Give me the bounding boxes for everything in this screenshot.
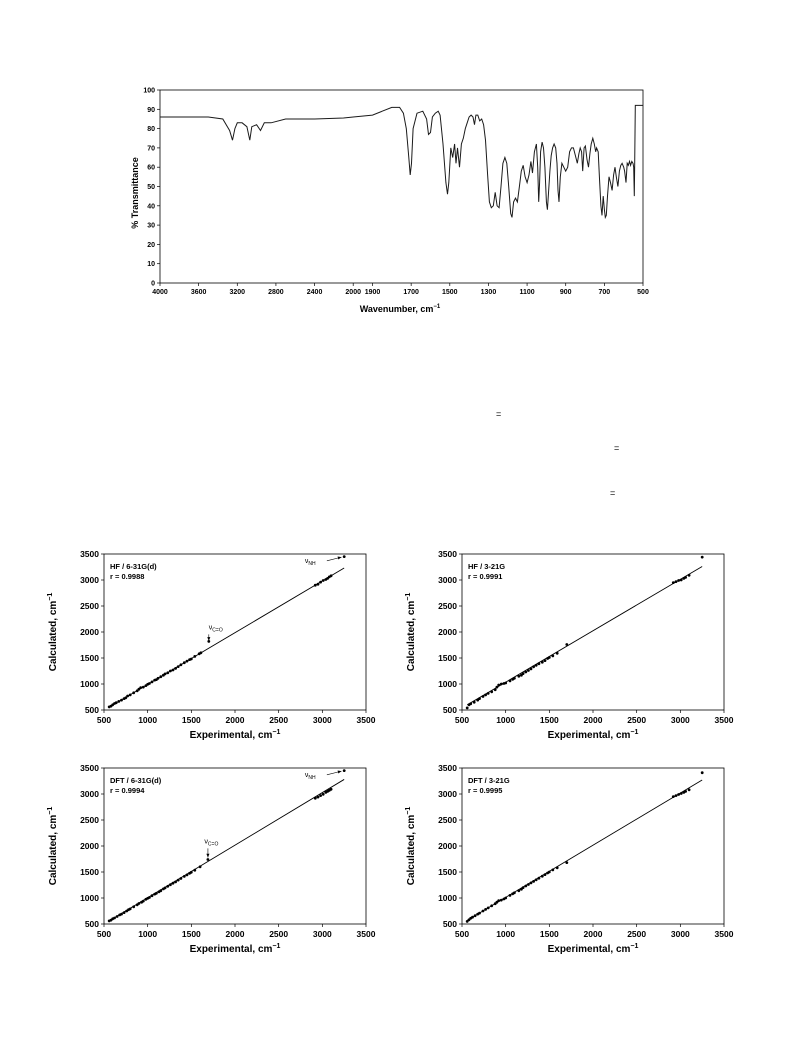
ir-y-tick-label: 80 [147, 126, 155, 134]
data-point [482, 695, 485, 698]
ir-y-tick-label: 40 [147, 203, 155, 211]
data-point [180, 877, 183, 880]
ir-xlabel: Wavenumber, $cm^{-1}$ [359, 304, 441, 314]
data-point [527, 883, 530, 886]
data-point [169, 670, 172, 673]
method-label: DFT / 6-31G(d) [110, 776, 162, 785]
data-point [172, 882, 175, 885]
data-point [500, 899, 503, 902]
data-point [319, 581, 322, 584]
y-tick-label: 3000 [80, 789, 99, 799]
data-point [129, 908, 132, 911]
ir-x-tick-label: 900 [559, 289, 572, 296]
data-point [343, 769, 346, 772]
x-tick-label: 2000 [225, 715, 245, 725]
data-point [142, 900, 145, 903]
y-tick-label: 1000 [80, 893, 99, 903]
y-tick-label: 3000 [438, 789, 457, 799]
ir-y-tick-label: 100 [143, 87, 155, 95]
x-tick-label: 3500 [356, 929, 376, 939]
data-point [524, 671, 527, 674]
y-tick-label: 2000 [80, 841, 99, 851]
y-tick-label: 500 [442, 705, 457, 715]
ir-spectrum-chart [120, 80, 660, 320]
y-tick-label: 500 [442, 919, 457, 929]
data-point [183, 661, 186, 664]
data-point [343, 555, 346, 558]
ir-x-ticks [151, 280, 649, 296]
data-point [478, 697, 481, 700]
data-point [522, 886, 525, 889]
x-tick-label: 1000 [496, 715, 516, 725]
data-point [164, 887, 167, 890]
scatter-hf-321g [402, 548, 742, 748]
data-point [129, 694, 132, 697]
data-point [116, 915, 119, 918]
ir-y-tick-label: 60 [147, 164, 155, 172]
data-point [548, 656, 551, 659]
data-point [672, 581, 675, 584]
ir-y-tick-label: 30 [147, 222, 155, 230]
data-point [469, 702, 472, 705]
x-tick-label: 500 [96, 715, 112, 725]
peak-label: $\nu_{C=O}$ [204, 838, 219, 848]
x-tick-label: 3000 [312, 715, 332, 725]
data-point [317, 583, 320, 586]
data-point [509, 894, 512, 897]
x-axis-label: Experimental, $cm^{-1}$ [189, 943, 281, 955]
data-point [556, 866, 559, 869]
y-tick-label: 3500 [438, 763, 457, 773]
data-point [684, 576, 687, 579]
peak-label: $\nu_{C=O}$ [208, 624, 223, 634]
x-tick-label: 3000 [312, 929, 332, 939]
data-point [180, 663, 183, 666]
ir-y-tick-label: 10 [147, 261, 155, 269]
data-point [132, 905, 135, 908]
data-point [538, 662, 541, 665]
ir-x-tick-label: 3200 [229, 289, 246, 296]
data-point [478, 912, 481, 915]
data-point [117, 700, 120, 703]
regression-line [109, 779, 344, 920]
data-point [186, 874, 189, 877]
data-point [159, 889, 162, 892]
y-axis-label: Calculated, $cm^{-1}$ [405, 806, 417, 886]
data-point [139, 686, 142, 689]
data-point [157, 677, 160, 680]
data-point [532, 880, 535, 883]
data-point [322, 793, 325, 796]
ir-x-tick-label: 2000 [345, 289, 361, 296]
data-point [174, 667, 177, 670]
y-tick-label: 2000 [438, 627, 457, 637]
data-point [151, 894, 154, 897]
data-point [155, 892, 158, 895]
x-tick-label: 1500 [181, 929, 201, 939]
data-point [120, 699, 123, 702]
ir-y-axis-label [130, 157, 140, 229]
data-point [482, 910, 485, 913]
x-tick-label: 1500 [181, 715, 201, 725]
r-value-label: r = 0.9994 [110, 786, 145, 795]
x-tick-label: 2500 [627, 715, 647, 725]
ir-spectrum-line [160, 105, 643, 217]
data-point [190, 658, 193, 661]
regression-line [467, 780, 702, 920]
y-tick-label: 500 [84, 919, 99, 929]
x-tick-label: 500 [454, 715, 470, 725]
data-point [474, 914, 477, 917]
y-tick-label: 3500 [80, 549, 99, 559]
y-tick-label: 1500 [438, 653, 457, 663]
y-tick-label: 3500 [80, 763, 99, 773]
ir-y-tick-label: 50 [147, 184, 155, 191]
x-tick-label: 3500 [356, 715, 376, 725]
data-point [513, 891, 516, 894]
data-point [535, 878, 538, 881]
data-point [190, 871, 193, 874]
ir-x-tick-label: 1300 [480, 289, 497, 296]
ir-x-tick-label: 2800 [268, 289, 284, 296]
scatter-dft-631gd [44, 762, 384, 962]
data-point [172, 669, 175, 672]
data-point [120, 913, 123, 916]
data-point [186, 660, 189, 663]
data-point [151, 681, 154, 684]
data-point [177, 665, 180, 668]
ir-x-tick-label: 700 [598, 289, 611, 296]
arrow-head [206, 854, 209, 858]
ir-y-tick-label: 0 [151, 280, 155, 288]
data-point [497, 899, 500, 902]
data-point [113, 917, 116, 920]
data-point [148, 682, 151, 685]
data-point [675, 580, 678, 583]
data-point [517, 675, 520, 678]
data-point [169, 883, 172, 886]
x-axis-label: Experimental, $cm^{-1}$ [189, 729, 281, 741]
y-tick-label: 2000 [80, 627, 99, 637]
ir-plot-frame [160, 90, 643, 283]
data-point [183, 875, 186, 878]
data-point [672, 795, 675, 798]
x-tick-label: 1000 [138, 715, 158, 725]
y-tick-label: 1000 [438, 679, 457, 689]
data-point [509, 680, 512, 683]
data-point [677, 579, 680, 582]
data-point [132, 691, 135, 694]
data-point [164, 673, 167, 676]
method-label: HF / 3-21G [468, 562, 506, 571]
x-tick-label: 2500 [627, 929, 647, 939]
data-point [517, 889, 520, 892]
data-point [177, 879, 180, 882]
data-point [541, 875, 544, 878]
data-point [524, 885, 527, 888]
data-point [174, 881, 177, 884]
data-point [314, 797, 317, 800]
data-point [466, 707, 469, 710]
data-point [522, 672, 525, 675]
data-point [680, 792, 683, 795]
data-point [166, 671, 169, 674]
ir-x-tick-label: 1100 [519, 289, 535, 296]
data-point [123, 911, 126, 914]
data-point [126, 695, 129, 698]
x-tick-label: 2000 [583, 929, 603, 939]
y-tick-label: 1000 [438, 893, 457, 903]
data-point [701, 556, 704, 559]
equals-mark: = [614, 443, 620, 453]
ir-x-tick-label: 1900 [364, 289, 381, 296]
y-axis-label: Calculated, $cm^{-1}$ [47, 806, 59, 886]
x-axis-label: Experimental, $cm^{-1}$ [547, 943, 639, 955]
data-point [544, 659, 547, 662]
ir-x-tick-label: 3600 [190, 289, 207, 296]
ir-x-tick-label: 4000 [152, 289, 168, 296]
data-point [115, 701, 118, 704]
ir-y-tick-label: 20 [147, 241, 155, 249]
data-point [535, 664, 538, 667]
data-point [675, 794, 678, 797]
x-tick-label: 2500 [269, 929, 289, 939]
method-label: DFT / 3-21G [468, 776, 510, 785]
data-point [504, 897, 507, 900]
data-point [677, 793, 680, 796]
data-point [322, 579, 325, 582]
data-point [538, 877, 541, 880]
data-point [565, 643, 568, 646]
x-tick-label: 3500 [714, 929, 734, 939]
ir-y-ticks [143, 88, 160, 288]
y-tick-label: 1500 [438, 867, 457, 877]
data-point [200, 651, 203, 654]
ir-x-tick-label: 1500 [442, 289, 458, 296]
data-point [504, 682, 507, 685]
data-point [471, 916, 474, 919]
ir-x-tick-label: 2400 [306, 289, 323, 296]
y-tick-label: 2500 [438, 601, 457, 611]
y-tick-label: 500 [84, 705, 99, 715]
data-point [556, 652, 559, 655]
scatter-dft-321g [402, 762, 742, 962]
method-label: HF / 6-31G(d) [110, 562, 157, 571]
x-tick-label: 1500 [539, 929, 559, 939]
data-point [688, 788, 691, 791]
data-point [532, 665, 535, 668]
data-point [490, 904, 493, 907]
data-point [159, 675, 162, 678]
data-point [565, 861, 568, 864]
data-point [138, 902, 141, 905]
ir-y-tick-label: 70 [147, 145, 155, 153]
x-tick-label: 2000 [583, 715, 603, 725]
data-point [330, 788, 333, 791]
r-value-label: r = 0.9988 [110, 572, 145, 581]
x-tick-label: 1000 [496, 929, 516, 939]
y-axis-label: Calculated, $cm^{-1}$ [405, 592, 417, 672]
data-point [319, 794, 322, 797]
data-point [487, 907, 490, 910]
data-point [148, 896, 151, 899]
y-tick-label: 1500 [80, 867, 99, 877]
data-point [193, 655, 196, 658]
data-point [527, 669, 530, 672]
y-tick-label: 3000 [80, 575, 99, 585]
y-tick-label: 2500 [80, 601, 99, 611]
y-tick-label: 1500 [80, 653, 99, 663]
x-tick-label: 2000 [225, 929, 245, 939]
data-point [330, 574, 333, 577]
data-point [142, 686, 145, 689]
y-tick-label: 2500 [438, 815, 457, 825]
data-point [484, 694, 487, 697]
data-point [314, 584, 317, 587]
x-tick-label: 3000 [670, 715, 690, 725]
data-point [166, 885, 169, 888]
ir-x-tick-label: 500 [637, 289, 649, 296]
data-point [513, 677, 516, 680]
x-tick-label: 2500 [269, 715, 289, 725]
peak-label: $\nu_{NH}$ [304, 771, 316, 781]
x-tick-label: 1000 [138, 929, 158, 939]
x-tick-label: 500 [454, 929, 470, 939]
y-tick-label: 2000 [438, 841, 457, 851]
y-tick-label: 3500 [438, 549, 457, 559]
data-point [530, 882, 533, 885]
data-point [317, 796, 320, 799]
y-tick-label: 2500 [80, 815, 99, 825]
data-point [551, 655, 554, 658]
x-tick-label: 500 [96, 929, 112, 939]
data-point [207, 858, 210, 861]
equals-mark: = [610, 488, 616, 498]
data-point [684, 790, 687, 793]
y-tick-label: 1000 [80, 679, 99, 689]
ir-y-tick-label: 90 [147, 106, 155, 114]
x-tick-label: 3000 [670, 929, 690, 939]
scatter-hf-631gd [44, 548, 384, 748]
data-point [530, 668, 533, 671]
x-tick-label: 3500 [714, 715, 734, 725]
data-point [541, 661, 544, 664]
ir-x-tick-label: 1700 [403, 289, 419, 296]
data-point [551, 869, 554, 872]
y-axis-label: Calculated, $cm^{-1}$ [47, 592, 59, 672]
data-point [487, 692, 490, 695]
data-point [701, 771, 704, 774]
y-tick-label: 3000 [438, 575, 457, 585]
data-point [497, 684, 500, 687]
data-point [500, 683, 503, 686]
peak-label: $\nu_{NH}$ [304, 557, 316, 567]
equals-mark: = [496, 409, 502, 419]
data-point [490, 690, 493, 693]
arrow-head [207, 637, 210, 641]
data-point [193, 869, 196, 872]
data-point [473, 701, 476, 704]
regression-line [109, 568, 344, 707]
data-point [544, 873, 547, 876]
data-point [494, 688, 497, 691]
data-point [680, 579, 683, 582]
data-point [199, 865, 202, 868]
r-value-label: r = 0.9991 [468, 572, 503, 581]
ir-ylabel: % Transmittance [130, 157, 140, 229]
data-point [548, 871, 551, 874]
x-axis-label: Experimental, $cm^{-1}$ [547, 729, 639, 741]
x-tick-label: 1500 [539, 715, 559, 725]
data-point [484, 908, 487, 911]
data-point [688, 574, 691, 577]
r-value-label: r = 0.9995 [468, 786, 503, 795]
